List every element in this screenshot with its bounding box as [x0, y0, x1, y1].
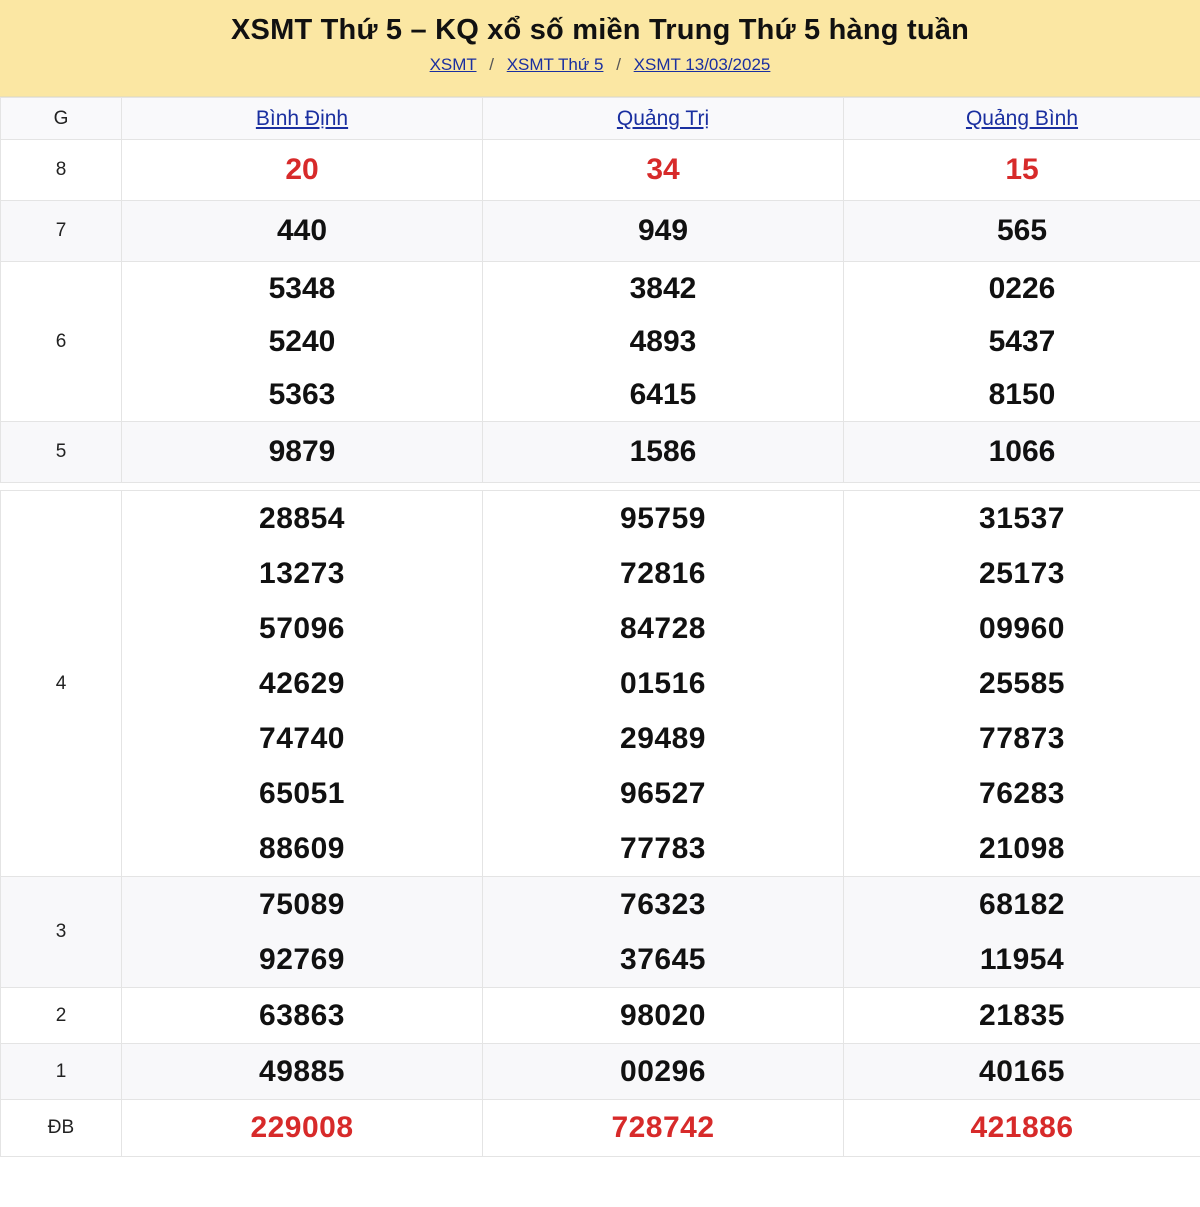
- result-number: 98020: [620, 999, 706, 1032]
- breadcrumb-separator: /: [616, 55, 621, 74]
- prize-row-special: [1, 1100, 1200, 1157]
- page-header: [0, 0, 1200, 97]
- result-number: 565: [996, 214, 1048, 247]
- special-prize-number: 421886: [970, 1111, 1074, 1144]
- result-number: 4893: [629, 325, 697, 358]
- result-number: 3842: [629, 272, 697, 305]
- prize-row-5: [1, 422, 1200, 483]
- result-number: 31537: [979, 502, 1065, 535]
- result-number: 34: [646, 153, 680, 186]
- table-header-row: [1, 98, 1200, 140]
- result-cell: [122, 491, 483, 877]
- result-number: 75089: [259, 888, 345, 921]
- result-cell: [844, 1100, 1200, 1157]
- prize-label: 1: [1, 1044, 122, 1100]
- result-cell: [844, 491, 1200, 877]
- result-number: 40165: [979, 1055, 1065, 1088]
- result-number: 42629: [259, 667, 345, 700]
- result-number: 8150: [988, 378, 1056, 411]
- breadcrumb-link-xsmt[interactable]: XSMT: [429, 55, 477, 74]
- result-cell: [483, 422, 844, 483]
- prize-row-7: [1, 201, 1200, 262]
- result-number: 29489: [620, 722, 706, 755]
- breadcrumb-link-xsmt-thu-5[interactable]: XSMT Thứ 5: [506, 55, 604, 74]
- result-number: 1066: [988, 435, 1056, 468]
- result-number: 20: [285, 153, 319, 186]
- result-number: 5363: [268, 378, 336, 411]
- result-cell: [483, 262, 844, 422]
- result-number: 37645: [620, 943, 706, 976]
- result-number: 0226: [988, 272, 1056, 305]
- result-cell: [844, 988, 1200, 1044]
- prize-label: ĐB: [1, 1100, 122, 1157]
- result-number: 57096: [259, 612, 345, 645]
- result-number: 76283: [979, 777, 1065, 810]
- result-cell: [844, 1044, 1200, 1100]
- result-number: 84728: [620, 612, 706, 645]
- special-prize-number: 229008: [250, 1111, 354, 1144]
- result-cell: [844, 140, 1200, 201]
- result-number: 440: [276, 214, 328, 247]
- result-number: 11954: [979, 943, 1065, 976]
- prize-row-2: [1, 988, 1200, 1044]
- result-cell: [483, 140, 844, 201]
- result-cell: [483, 988, 844, 1044]
- result-number: 15: [1005, 153, 1039, 186]
- result-cell: [122, 1044, 483, 1100]
- result-number: 68182: [979, 888, 1065, 921]
- prize-label: 3: [1, 877, 122, 988]
- result-number: 74740: [259, 722, 345, 755]
- result-number: 09960: [979, 612, 1065, 645]
- province-link-quang-tri[interactable]: Quảng Trị: [483, 98, 844, 140]
- result-number: 95759: [620, 502, 706, 535]
- result-number: 1586: [629, 435, 697, 468]
- prize-row-3: [1, 877, 1200, 988]
- result-number: 77783: [620, 832, 706, 865]
- prize-label: 5: [1, 422, 122, 483]
- prize-label: 8: [1, 140, 122, 201]
- prize-label: 6: [1, 262, 122, 422]
- result-number: 65051: [259, 777, 345, 810]
- province-link-binh-dinh[interactable]: Bình Định: [122, 98, 483, 140]
- prize-column-header: G: [1, 98, 122, 140]
- result-cell: [483, 1044, 844, 1100]
- result-cell: [483, 877, 844, 988]
- prize-label: 4: [1, 491, 122, 877]
- result-number: 13273: [259, 557, 345, 590]
- result-number: 21098: [979, 832, 1065, 865]
- result-cell: [844, 201, 1200, 262]
- result-number: 28854: [259, 502, 345, 535]
- result-cell: [844, 262, 1200, 422]
- result-number: 5437: [988, 325, 1056, 358]
- prize-row-8: [1, 140, 1200, 201]
- result-number: 92769: [259, 943, 345, 976]
- province-link-quang-binh[interactable]: Quảng Bình: [844, 98, 1200, 140]
- result-number: 96527: [620, 777, 706, 810]
- result-cell: [122, 201, 483, 262]
- prize-label: 2: [1, 988, 122, 1044]
- result-cell: [122, 422, 483, 483]
- prize-row-4: [1, 491, 1200, 877]
- result-number: 949: [637, 214, 689, 247]
- result-cell: [844, 422, 1200, 483]
- prize-row-6: [1, 262, 1200, 422]
- result-number: 63863: [259, 999, 345, 1032]
- result-number: 77873: [979, 722, 1065, 755]
- row-spacer-cell: [1, 483, 1200, 491]
- result-number: 49885: [259, 1055, 345, 1088]
- result-cell: [483, 491, 844, 877]
- result-number: 6415: [629, 378, 697, 411]
- special-prize-number: 728742: [611, 1111, 715, 1144]
- result-cell: [483, 201, 844, 262]
- result-number: 88609: [259, 832, 345, 865]
- prize-label: 7: [1, 201, 122, 262]
- result-number: 76323: [620, 888, 706, 921]
- page-title: XSMT Thứ 5 – KQ xổ số miền Trung Thứ 5 hàng tuần: [231, 14, 969, 46]
- result-number: 21835: [979, 999, 1065, 1032]
- breadcrumb-link-date[interactable]: XSMT 13/03/2025: [633, 55, 771, 74]
- result-cell: [122, 1100, 483, 1157]
- result-number: 25585: [979, 667, 1065, 700]
- result-cell: [122, 988, 483, 1044]
- row-spacer: [1, 483, 1200, 491]
- result-number: 00296: [620, 1055, 706, 1088]
- result-number: 25173: [979, 557, 1065, 590]
- result-cell: [483, 1100, 844, 1157]
- result-number: 5348: [268, 272, 336, 305]
- result-cell: [122, 140, 483, 201]
- result-number: 9879: [268, 435, 336, 468]
- prize-row-1: [1, 1044, 1200, 1100]
- results-table: [0, 97, 1200, 1157]
- result-number: 01516: [620, 667, 706, 700]
- result-cell: [122, 262, 483, 422]
- breadcrumb-separator: /: [489, 55, 494, 74]
- result-number: 72816: [620, 557, 706, 590]
- breadcrumb: [0, 55, 1200, 75]
- result-number: 5240: [268, 325, 336, 358]
- result-cell: [122, 877, 483, 988]
- result-cell: [844, 877, 1200, 988]
